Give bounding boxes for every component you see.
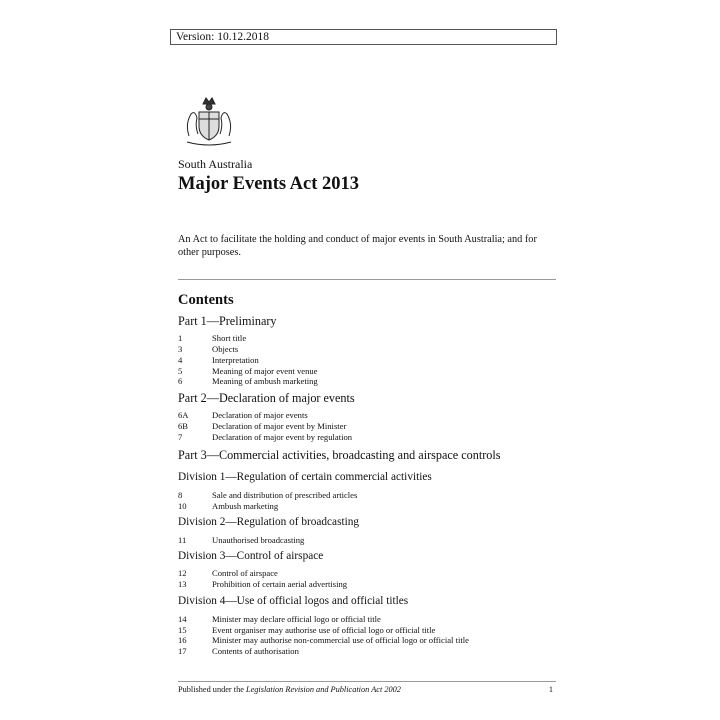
division-heading[interactable]: Division 1—Regulation of certain commercial activities xyxy=(178,471,432,483)
footer-divider xyxy=(178,681,556,682)
section-number: 6A xyxy=(178,410,189,420)
section-number: 7 xyxy=(178,432,183,442)
section-number: 8 xyxy=(178,490,183,500)
section-number: 11 xyxy=(178,535,187,545)
section-number: 13 xyxy=(178,579,187,589)
section-number: 1 xyxy=(178,333,183,343)
footer-prefix: Published under the xyxy=(178,685,246,694)
section-title: Interpretation xyxy=(212,355,259,365)
section-title: Declaration of major event by regulation xyxy=(212,432,353,442)
section-number: 4 xyxy=(178,355,183,365)
section-title: Minister may declare official logo or official title xyxy=(212,614,381,624)
version-label: Version: 10.12.2018 xyxy=(170,29,557,45)
part-heading[interactable]: Part 2—Declaration of major events xyxy=(178,391,355,405)
section-title: Ambush marketing xyxy=(212,501,279,511)
long-title: An Act to facilitate the holding and conduct of major events in South Australia; and for other purposes. xyxy=(178,234,537,258)
section-title: Control of airspace xyxy=(212,568,278,578)
section-number: 16 xyxy=(178,635,187,645)
section-title: Minister may authorise non-commercial use of official logo or official title xyxy=(212,635,469,645)
division-heading[interactable]: Division 3—Control of airspace xyxy=(178,550,324,562)
footer-act-name: Legislation Revision and Publication Act 2002 xyxy=(245,685,401,694)
section-title: Event organiser may authorise use of official logo or official title xyxy=(212,625,436,635)
section-title: Meaning of major event venue xyxy=(212,366,318,376)
section-title: Unauthorised broadcasting xyxy=(212,535,305,545)
section-number: 17 xyxy=(178,646,187,656)
section-title: Contents of authorisation xyxy=(212,646,299,656)
section-title: Short title xyxy=(212,333,247,343)
section-number: 6 xyxy=(178,376,183,386)
division-heading[interactable]: Division 2—Regulation of broadcasting xyxy=(178,516,360,528)
section-number: 12 xyxy=(178,568,187,578)
part-heading[interactable]: Part 1—Preliminary xyxy=(178,314,277,328)
section-title: Prohibition of certain aerial advertising xyxy=(212,579,348,589)
section-title: Objects xyxy=(212,344,239,354)
section-number: 3 xyxy=(178,344,183,354)
page-number: 1 xyxy=(548,685,553,694)
section-number: 6B xyxy=(178,421,189,431)
section-title: Sale and distribution of prescribed articles xyxy=(212,490,358,500)
coat-of-arms-logo xyxy=(181,96,237,146)
section-number: 14 xyxy=(178,614,187,624)
footer xyxy=(178,685,553,694)
division-heading[interactable]: Division 4—Use of official logos and official titles xyxy=(178,595,409,607)
section-number: 5 xyxy=(178,366,183,376)
section-number: 15 xyxy=(178,625,187,635)
section-number: 10 xyxy=(178,501,187,511)
part-heading[interactable]: Part 3—Commercial activities, broadcasting and airspace controls xyxy=(178,448,501,462)
act-title: Major Events Act 2013 xyxy=(178,174,360,194)
divider xyxy=(178,279,556,280)
contents-heading: Contents xyxy=(178,292,234,308)
section-title: Declaration of major events xyxy=(212,410,308,420)
jurisdiction: South Australia xyxy=(178,157,253,171)
section-title: Meaning of ambush marketing xyxy=(212,376,318,386)
section-title: Declaration of major event by Minister xyxy=(212,421,347,431)
